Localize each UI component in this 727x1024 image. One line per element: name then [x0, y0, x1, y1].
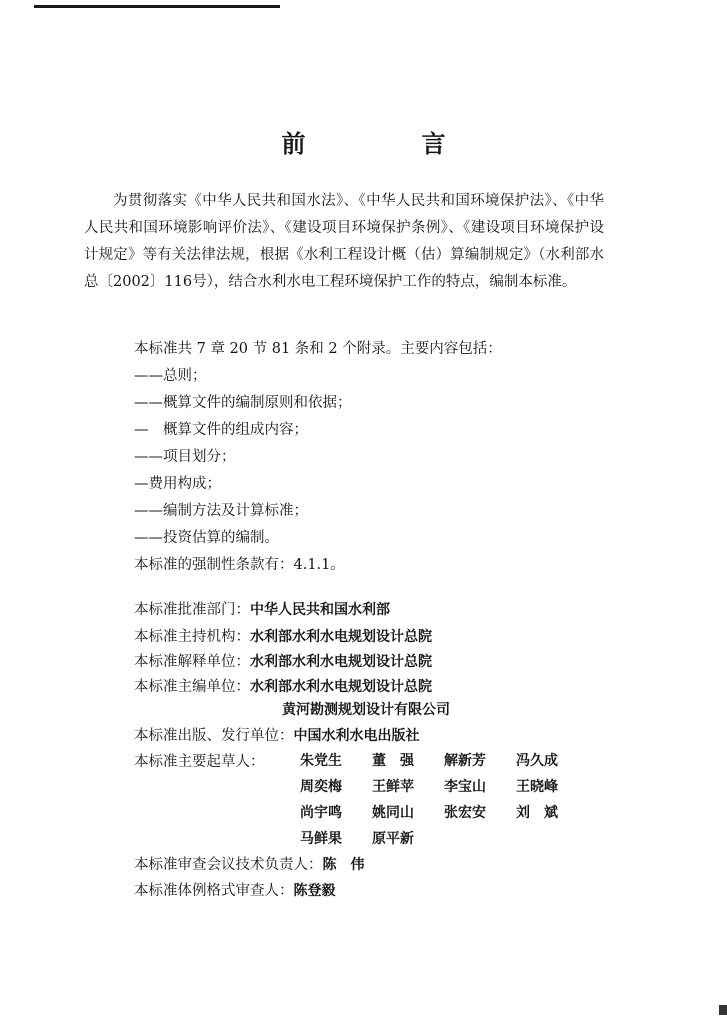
interpret-value: 水利部水利水电规划设计总院: [250, 654, 432, 670]
drafter-name: 刘 斌: [516, 805, 558, 821]
format-label: 本标准体例格式审查人：: [134, 883, 294, 899]
approver-row: [134, 598, 390, 619]
format-value: 陈登毅: [293, 883, 336, 899]
content-item: — 概算文件的组成内容；: [134, 422, 308, 438]
host-value: 水利部水利水电规划设计总院: [250, 629, 432, 645]
top-rule: [34, 5, 280, 8]
drafters-row: [300, 802, 588, 822]
approver-value: 中华人民共和国水利部: [250, 602, 390, 618]
drafter-name: 原平新: [372, 831, 414, 847]
publisher-row: [134, 724, 420, 745]
edge-mark: [719, 1005, 727, 1015]
page-title: 前 言: [281, 130, 492, 158]
drafter-name: 解新芳: [444, 753, 486, 769]
format-row: [134, 879, 336, 900]
drafters-row: [300, 828, 444, 848]
drafter-name: 张宏安: [444, 805, 486, 821]
content-item: ——编制方法及计算标准；: [134, 503, 308, 519]
review-value: 陈 伟: [322, 857, 365, 873]
content-item: —费用构成；: [134, 476, 221, 492]
drafters-label: 本标准主要起草人：: [134, 754, 265, 770]
drafters-row: [300, 776, 588, 796]
drafters-row: [300, 750, 588, 770]
publisher-label: 本标准出版、发行单位：: [134, 728, 294, 744]
editor-value: 水利部水利水电规划设计总院: [250, 679, 432, 695]
drafter-name: 朱党生: [300, 753, 342, 769]
editor-value-2: 黄河勘测规划设计有限公司: [282, 702, 450, 718]
drafter-name: 王鲜苹: [372, 779, 414, 795]
publisher-value: 中国水利水电出版社: [293, 728, 420, 744]
interpret-row: [134, 650, 432, 671]
review-label: 本标准审查会议技术负责人：: [134, 857, 323, 873]
approver-label: 本标准批准部门：: [134, 602, 250, 618]
content-item: ——总则；: [134, 368, 207, 384]
content-item: ——概算文件的编制原则和依据；: [134, 395, 352, 411]
drafter-name: 冯久成: [516, 753, 558, 769]
summary-line: 本标准共 7 章 20 节 81 条和 2 个附录。主要内容包括：: [134, 341, 502, 357]
drafter-name: 董 强: [372, 753, 414, 769]
content-item: ——投资估算的编制。: [134, 530, 279, 546]
drafter-name: 周奕梅: [300, 779, 342, 795]
content-item: ——项目划分；: [134, 449, 236, 465]
mandatory-clauses: 本标准的强制性条款有：4.1.1。: [134, 557, 345, 573]
drafter-name: 姚同山: [372, 805, 414, 821]
drafter-name: 尚宇鸣: [300, 805, 342, 821]
interpret-label: 本标准解释单位：: [134, 654, 250, 670]
drafter-name: 李宝山: [444, 779, 486, 795]
drafter-name: 王晓峰: [516, 779, 558, 795]
intro-paragraph: 为贯彻落实《中华人民共和国水法》、《中华人民共和国环境保护法》、《中华人民共和国环境影响评价法》、《建设项目环境保护条例》、《建设项目环境保护设计规定》等有关法律法规，根据《水利工程设计概（估）算编制规定》（水利部水总〔2002〕116号），结合水利水电工程环境保护工作的特点，编制本标准。: [84, 193, 604, 290]
editor-row: [134, 675, 432, 696]
host-row: [134, 625, 432, 646]
editor-label: 本标准主编单位：: [134, 679, 250, 695]
review-row: [134, 853, 365, 874]
host-label: 本标准主持机构：: [134, 629, 250, 645]
drafter-name: 马鲜果: [300, 831, 342, 847]
